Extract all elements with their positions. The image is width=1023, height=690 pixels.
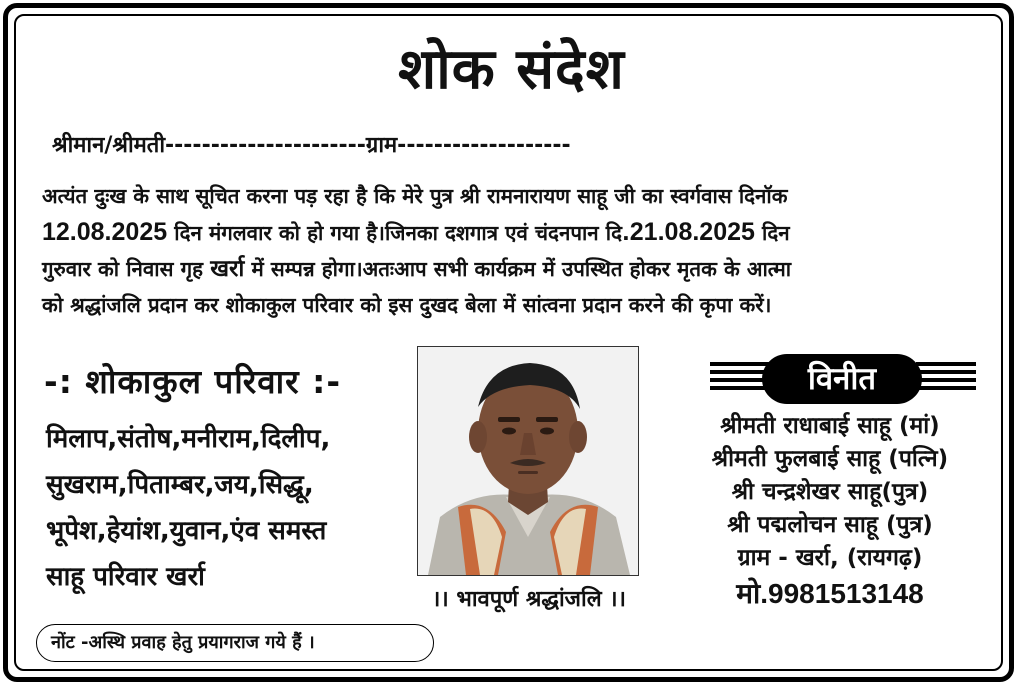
message-line-3 — [42, 251, 987, 287]
portrait-image — [418, 347, 638, 575]
contact-phone: मो.9981513148 — [736, 578, 924, 609]
page-title: शोक संदेश — [398, 37, 625, 102]
ceremony-date: 21.08.2025 — [629, 218, 755, 246]
family-line: मिलाप,संतोष,मनीराम,दिलीप, — [46, 424, 331, 454]
message-line-2-end: दिन — [754, 221, 790, 245]
message-line-3-start: गुरुवार को निवास गृह — [42, 257, 211, 281]
family-line: भूपेश,हेयांश,युवान,एंव समस्त — [46, 516, 327, 546]
sender-line: श्री पद्मलोचन साहू (पुत्र) — [727, 512, 933, 538]
sender-village: ग्राम - खर्रा, (रायगढ़) — [737, 545, 923, 571]
decorative-lines-left — [710, 362, 770, 398]
deceased-portrait — [417, 346, 639, 576]
message-line-3-end: में सम्पन्न होगा।अतःआप सभी कार्यक्रम में उपस्थित होकर मृतक के आत्मा — [244, 257, 792, 281]
footer-note: नोंट -अस्थि प्रवाह हेतु प्रयागराज गये हैं । — [36, 624, 434, 662]
tribute-caption: ।। भावपूर्ण श्रद्धांजलि ।। — [432, 587, 626, 612]
senders-list — [640, 410, 1020, 610]
condolence-message — [42, 178, 987, 323]
decorative-lines-right — [916, 362, 976, 398]
sender-line: श्रीमती फुलबाई साहू (पत्नि) — [711, 446, 949, 472]
vineet-label: विनीत — [762, 354, 922, 404]
family-line: साहू परिवार खर्रा — [46, 562, 205, 592]
message-line-2 — [42, 214, 987, 251]
vineet-badge — [710, 352, 976, 408]
family-heading: -: शोकाकुल परिवार :- — [44, 362, 342, 401]
message-line-1: अत्यंत दुःख के साथ सूचित करना पड़ रहा है कि मेरे पुत्र श्री रामनारायण साहू जी का स्वर्गवास दिनॉक — [42, 184, 788, 208]
ceremony-place: खर्रा — [210, 256, 245, 282]
death-date: 12.08.2025 — [42, 218, 168, 246]
sender-line: श्रीमती राधाबाई साहू (मां) — [720, 413, 940, 439]
family-line: सुखराम,पिताम्बर,जय,सिद्धू, — [46, 470, 314, 500]
name-village-line: श्रीमान/श्रीमती----------------------ग्राम------------------- — [52, 133, 571, 158]
message-line-4: को श्रद्धांजलि प्रदान कर शोकाकुल परिवार को इस दुखद बेला में सांत्वना प्रदान करने की कृपा करें। — [42, 293, 772, 317]
message-line-2-text: दिन मंगलवार को हो गया है।जिनका दशगात्र एवं चंदनपान दि. — [167, 221, 630, 245]
family-members-list — [46, 416, 406, 600]
sender-line: श्री चन्द्रशेखर साहू(पुत्र) — [731, 479, 929, 505]
